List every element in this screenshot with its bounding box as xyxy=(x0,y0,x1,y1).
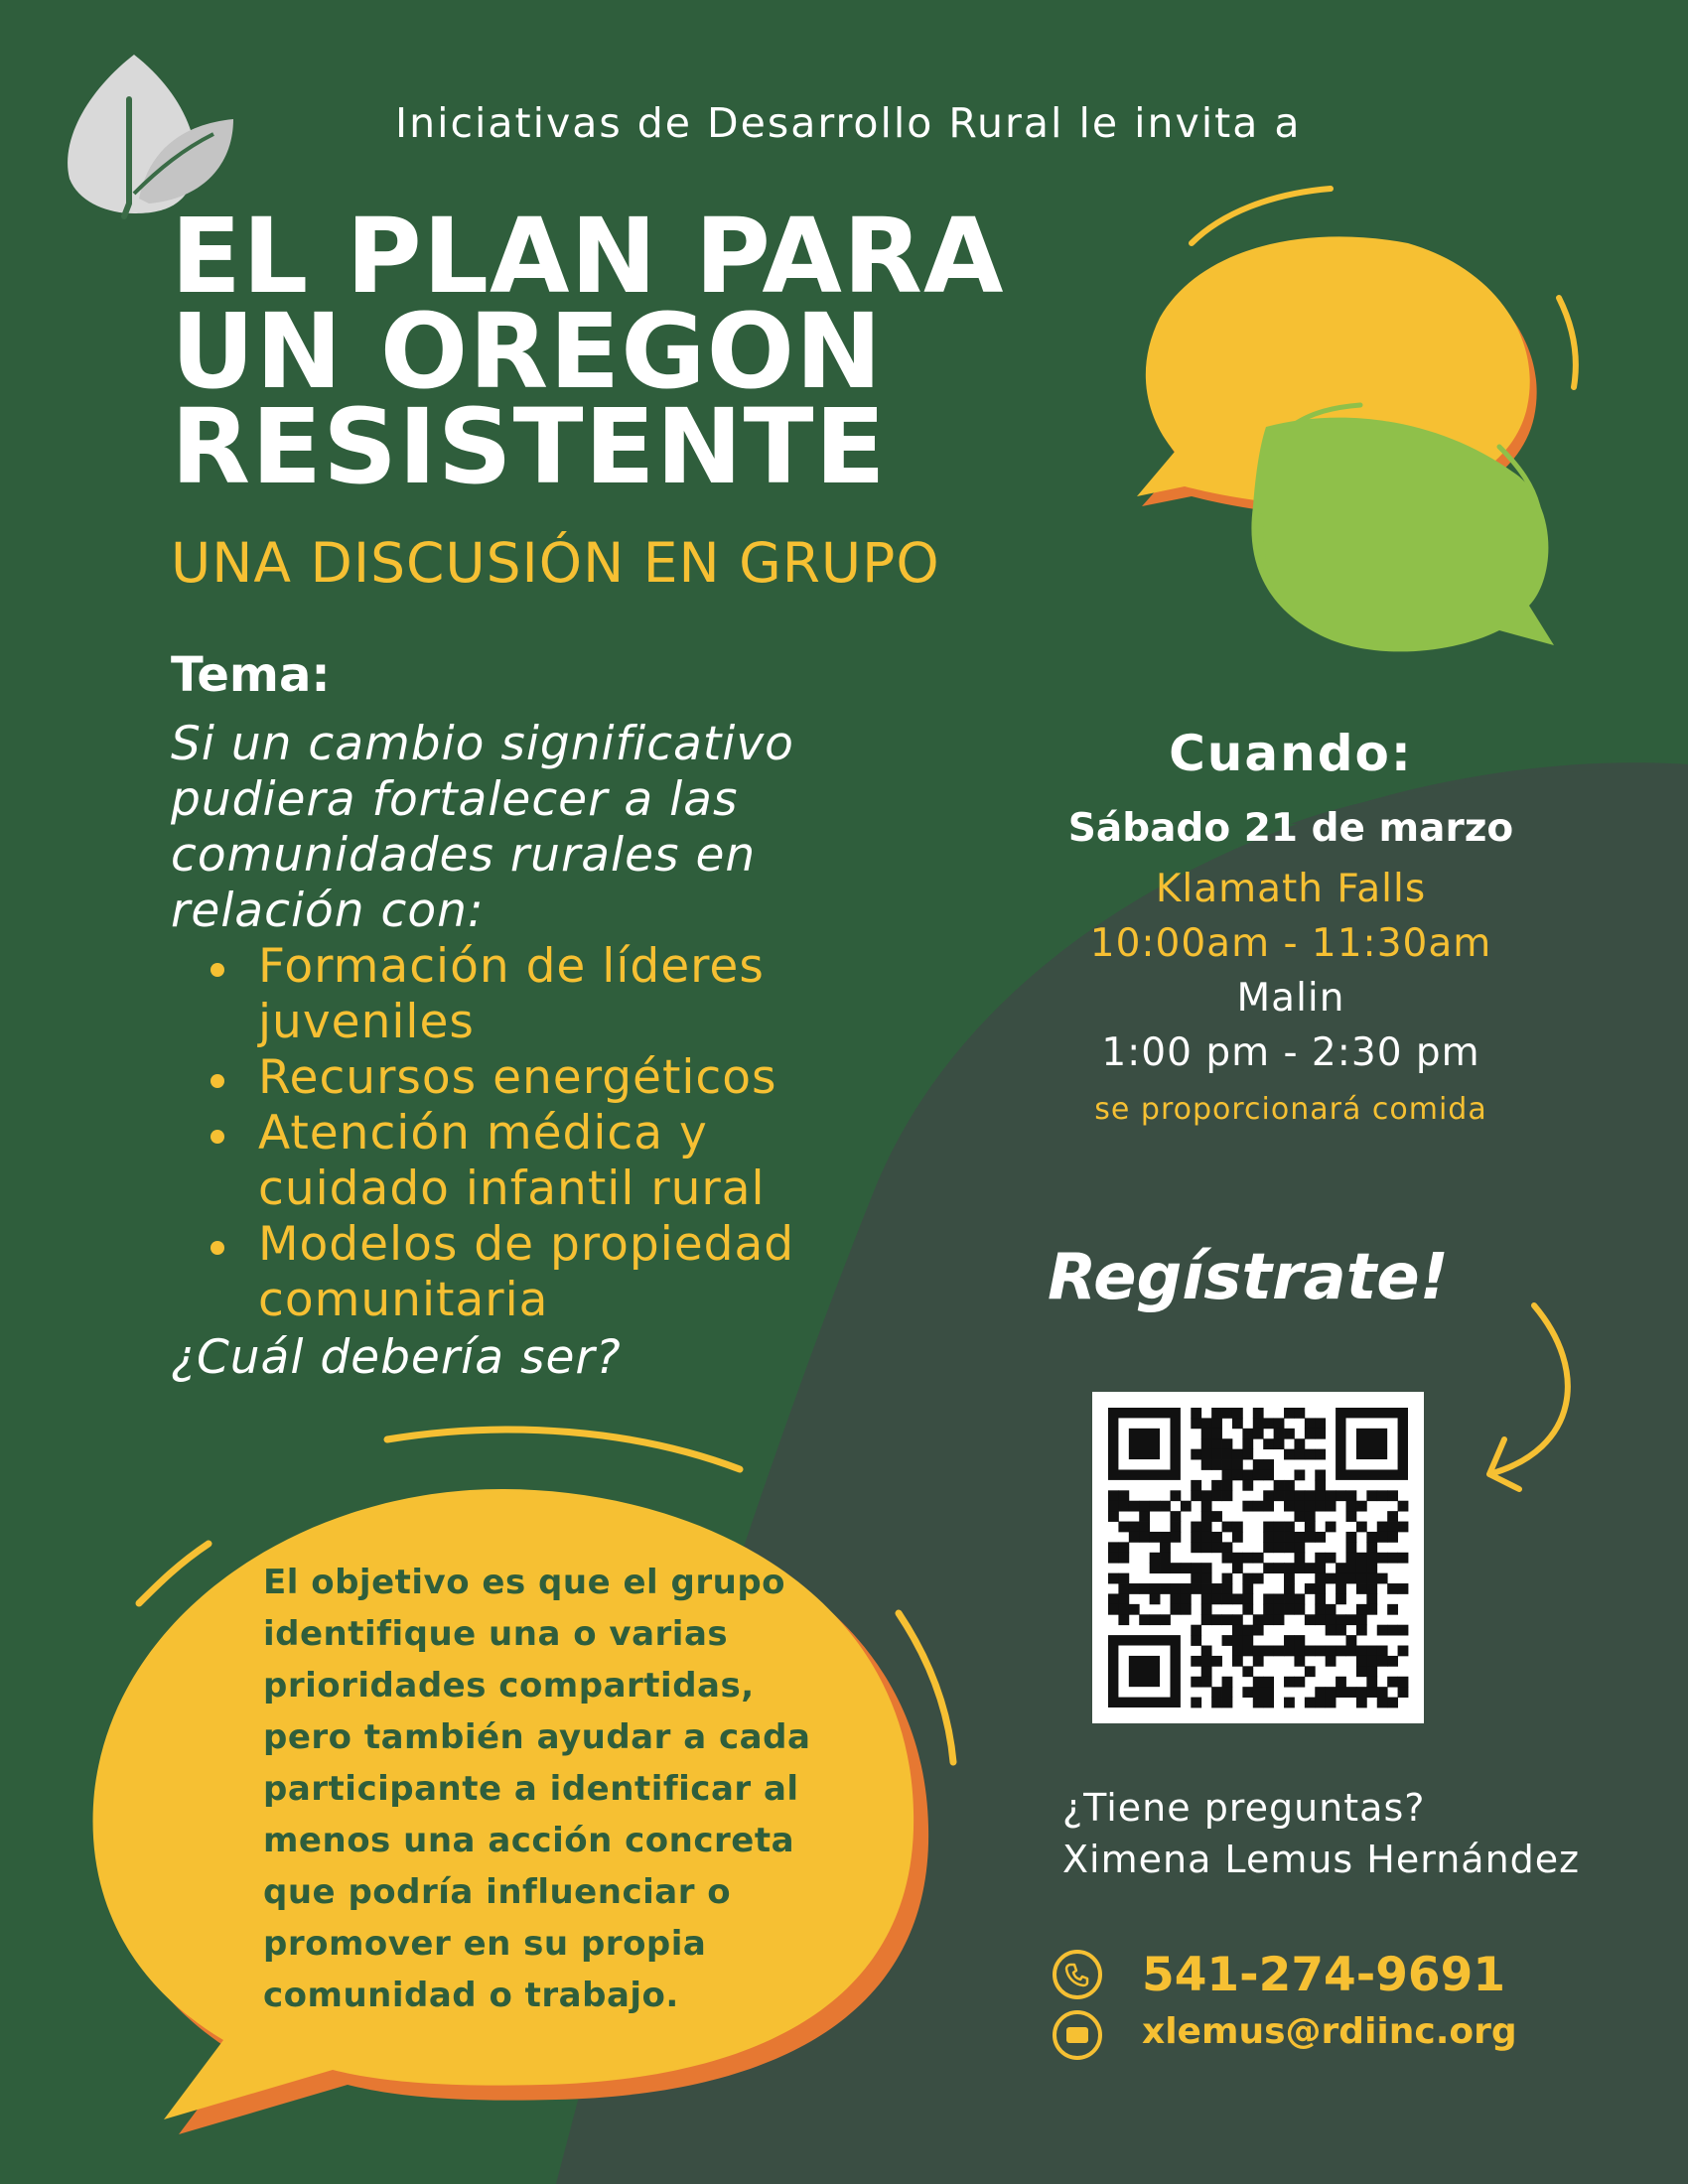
title-line-2: UN OREGON xyxy=(171,291,884,412)
event-date: Sábado 21 de marzo xyxy=(1067,806,1514,851)
topic-label: Tema: xyxy=(171,647,331,703)
objective-text: El objetivo es que el grupo identifique una o varias prioridades compartidas, pero también ayudar a cada participante a identificar al menos una acción concreta que podría influenciar o promover en su propia comunidad o trabajo. xyxy=(263,1563,811,2015)
topic-intro: Si un cambio significativo pudiera fortalecer a las comunidades rurales en relación con: xyxy=(171,717,794,938)
qr-code-graphic xyxy=(1092,1392,1424,1723)
title-line-3: RESISTENTE xyxy=(171,386,887,507)
intro-text: Iniciativas de Desarrollo Rural le invita a xyxy=(395,99,1302,147)
list-item: Formación de líderes juveniles xyxy=(199,939,914,1050)
email-address[interactable]: xlemus@rdiinc.org xyxy=(1142,2011,1517,2052)
phone-icon xyxy=(1053,1950,1102,1999)
subtitle: UNA DISCUSIÓN EN GRUPO xyxy=(171,531,940,595)
speech-bubbles-icon xyxy=(1137,189,1576,651)
email-icon xyxy=(1053,2010,1102,2060)
list-item: Modelos de propiedad comunitaria xyxy=(199,1217,914,1328)
time-klamath: 10:00am - 11:30am xyxy=(1089,921,1492,966)
food-note: se proporcionará comida xyxy=(1094,1092,1487,1127)
location-klamath: Klamath Falls xyxy=(1155,867,1427,911)
qr-code[interactable] xyxy=(1092,1392,1424,1723)
list-item: Recursos energéticos xyxy=(199,1050,914,1106)
phone-number[interactable]: 541-274-9691 xyxy=(1142,1948,1506,2002)
topic-list xyxy=(199,939,914,1328)
contact-question: ¿Tiene preguntas? xyxy=(1062,1786,1426,1830)
time-malin: 1:00 pm - 2:30 pm xyxy=(1101,1030,1480,1075)
contact-name: Ximena Lemus Hernández xyxy=(1062,1838,1581,1881)
list-item: Atención médica y cuidado infantil rural xyxy=(199,1106,914,1217)
when-label: Cuando: xyxy=(1169,725,1413,782)
page-title xyxy=(171,196,1005,507)
contact-block xyxy=(1062,1782,1580,1885)
location-malin: Malin xyxy=(1236,976,1345,1021)
topic-closing: ¿Cuál debería ser? xyxy=(171,1330,622,1385)
title-line-1: EL PLAN PARA xyxy=(171,196,1005,317)
register-heading: Regístrate! xyxy=(1048,1241,1449,1314)
leaf-logo-icon xyxy=(68,55,233,216)
